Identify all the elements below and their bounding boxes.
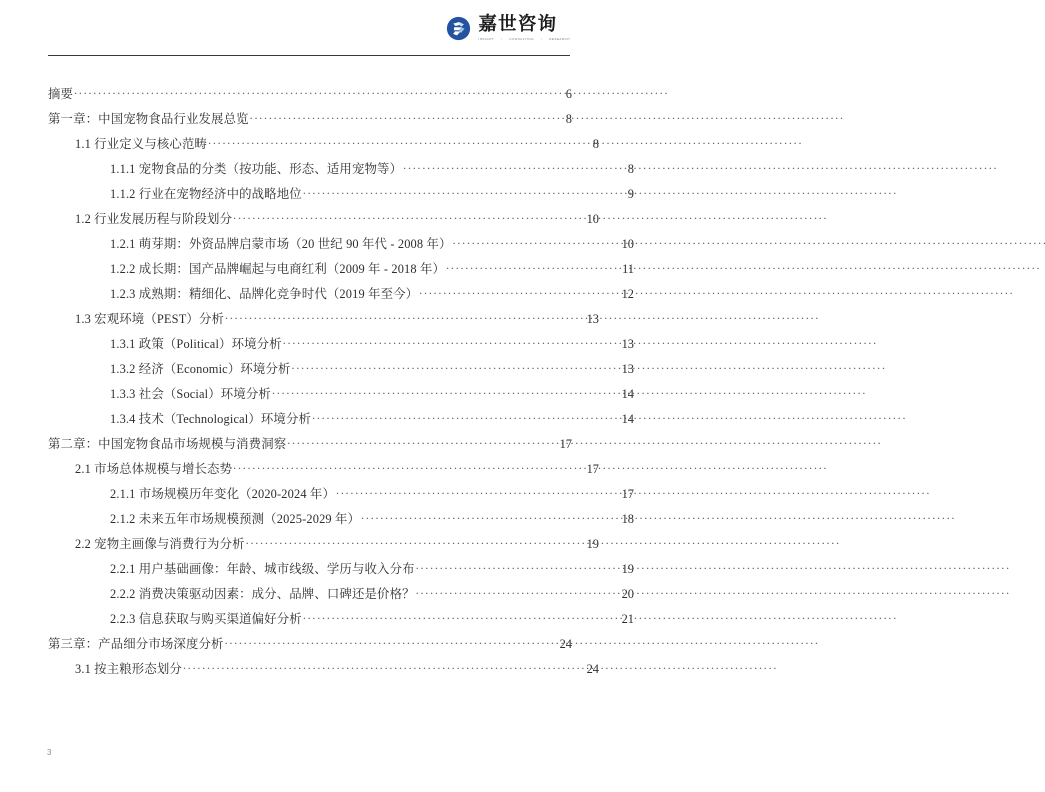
toc-entry-label: 2.2.2 消费决策驱动因素：成分、品牌、口碑还是价格？ (110, 587, 415, 601)
toc-entry[interactable] (48, 84, 572, 109)
toc-entry-page-number: 6 (565, 87, 572, 101)
toc-entry-label: 第三章：产品细分市场深度分析 (48, 637, 224, 651)
brand-tagline-2: CONSULTING (509, 36, 534, 41)
toc-entry[interactable] (48, 359, 634, 384)
toc-entry-page-number: 19 (586, 537, 599, 551)
toc-dot-leader (183, 661, 581, 673)
toc-entry-label: 2.1.2 未来五年市场规模预测（2025-2029 年） (110, 512, 361, 526)
brand-tagline-3: RESEARCH (549, 36, 570, 41)
toc-entry-page-number: 13 (621, 337, 634, 351)
toc-entry-page-number: 24 (559, 637, 572, 651)
toc-dot-leader (336, 486, 616, 498)
toc-entry-label: 摘要 (48, 87, 74, 101)
toc-entry-page-number: 18 (621, 512, 634, 526)
brand-tagline-sep-1: | (501, 36, 503, 41)
toc-entry-label: 1.2.3 成熟期：精细化、品牌化竞争时代（2019 年至今） (110, 287, 419, 301)
toc-entry-page-number: 14 (621, 412, 634, 426)
toc-dot-leader (419, 286, 616, 298)
toc-entry[interactable] (48, 459, 599, 484)
toc-entry-label: 1.3.3 社会（Social）环境分析 (110, 387, 271, 401)
toc-entry-page-number: 13 (586, 312, 599, 326)
toc-dot-leader (246, 536, 581, 548)
toc-dot-leader (292, 361, 616, 373)
toc-entry[interactable] (48, 609, 634, 634)
toc-dot-leader (74, 86, 554, 98)
toc-dot-leader (272, 386, 616, 398)
toc-dot-leader (225, 636, 554, 648)
toc-entry-label: 2.1 市场总体规模与增长态势 (75, 462, 233, 476)
toc-entry-label: 1.2.1 萌芽期：外资品牌启蒙市场（20 世纪 90 年代 - 2008 年） (110, 237, 452, 251)
toc-dot-leader (453, 236, 616, 248)
toc-entry-page-number: 9 (627, 187, 634, 201)
toc-entry-label: 1.1.2 行业在宠物经济中的战略地位 (110, 187, 302, 201)
company-logo (446, 16, 570, 41)
toc-entry-page-number: 14 (621, 387, 634, 401)
toc-entry-label: 2.1.1 市场规模历年变化（2020-2024 年） (110, 487, 336, 501)
toc-entry-label: 1.2 行业发展历程与阶段划分 (75, 212, 233, 226)
toc-dot-leader (283, 336, 616, 348)
toc-entry[interactable] (48, 509, 634, 534)
toc-entry[interactable] (48, 409, 634, 434)
brand-emblem-icon (446, 16, 471, 41)
toc-dot-leader (361, 511, 616, 523)
toc-dot-leader (208, 136, 581, 148)
toc-dot-leader (233, 211, 581, 223)
toc-dot-leader (446, 261, 616, 273)
page-header (48, 16, 570, 56)
toc-entry[interactable] (48, 534, 599, 559)
toc-dot-leader (416, 561, 616, 573)
toc-entry-page-number: 17 (586, 462, 599, 476)
footer-page-number: 3 (47, 748, 52, 757)
toc-entry-label: 1.3.4 技术（Technological）环境分析 (110, 412, 312, 426)
toc-entry[interactable] (48, 159, 634, 184)
toc-dot-leader (303, 186, 616, 198)
toc-entry-page-number: 10 (586, 212, 599, 226)
toc-entry[interactable] (48, 634, 572, 659)
toc-entry[interactable] (48, 134, 599, 159)
toc-entry-page-number: 13 (621, 362, 634, 376)
toc-entry[interactable] (48, 309, 599, 334)
brand-name: 嘉世咨询 (478, 14, 558, 36)
toc-entry-label: 3.1 按主粮形态划分 (75, 662, 182, 676)
toc-entry-page-number: 8 (565, 112, 572, 126)
toc-entry-page-number: 10 (621, 237, 634, 251)
toc-entry-label: 第二章：中国宠物食品市场规模与消费洞察 (48, 437, 287, 451)
toc-entry[interactable] (48, 109, 572, 134)
toc-entry[interactable] (48, 384, 634, 409)
toc-dot-leader (312, 411, 616, 423)
brand-tagline (478, 38, 570, 41)
toc-entry-page-number: 21 (621, 612, 634, 626)
toc-entry-label: 2.2.3 信息获取与购买渠道偏好分析 (110, 612, 302, 626)
toc-dot-leader (303, 611, 616, 623)
toc-dot-leader (287, 436, 554, 448)
toc-entry-label: 1.3 宏观环境（PEST）分析 (75, 312, 225, 326)
toc-entry-label: 1.3.1 政策（Political）环境分析 (110, 337, 282, 351)
toc-entry-page-number: 24 (586, 662, 599, 676)
toc-dot-leader (233, 461, 581, 473)
toc-entry-page-number: 12 (621, 287, 634, 301)
toc-entry[interactable] (48, 334, 634, 359)
toc-entry[interactable] (48, 234, 634, 259)
toc-entry-label: 1.1.1 宠物食品的分类（按功能、形态、适用宠物等） (110, 162, 403, 176)
toc-entry[interactable] (48, 259, 634, 284)
toc-entry[interactable] (48, 434, 572, 459)
toc-entry[interactable] (48, 559, 634, 584)
table-of-contents (48, 84, 634, 684)
toc-entry-label: 1.2.2 成长期：国产品牌崛起与电商红利（2009 年 - 2018 年） (110, 262, 446, 276)
toc-entry-page-number: 17 (559, 437, 572, 451)
toc-entry-page-number: 19 (621, 562, 634, 576)
toc-entry-page-number: 11 (622, 262, 634, 276)
toc-entry-label: 2.2.1 用户基础画像：年龄、城市线级、学历与收入分布 (110, 562, 415, 576)
toc-dot-leader (403, 161, 616, 173)
toc-entry[interactable] (48, 584, 634, 609)
toc-entry[interactable] (48, 659, 599, 684)
toc-entry-label: 2.2 宠物主画像与消费行为分析 (75, 537, 245, 551)
toc-dot-leader (250, 111, 554, 123)
brand-tagline-1: INSIGHT (478, 36, 495, 41)
toc-entry[interactable] (48, 184, 634, 209)
toc-entry[interactable] (48, 284, 634, 309)
toc-dot-leader (416, 586, 616, 598)
toc-entry[interactable] (48, 484, 634, 509)
brand-wordmark (478, 16, 570, 41)
header-divider (48, 55, 570, 56)
toc-entry-page-number: 8 (627, 162, 634, 176)
toc-entry-page-number: 20 (621, 587, 634, 601)
toc-entry-page-number: 17 (621, 487, 634, 501)
brand-tagline-sep-2: | (540, 36, 543, 41)
toc-entry-label: 1.3.2 经济（Economic）环境分析 (110, 362, 291, 376)
toc-dot-leader (225, 311, 581, 323)
toc-entry-label: 1.1 行业定义与核心范畴 (75, 137, 208, 151)
toc-entry[interactable] (48, 209, 599, 234)
toc-entry-page-number: 8 (592, 137, 599, 151)
toc-entry-label: 第一章：中国宠物食品行业发展总览 (48, 112, 249, 126)
